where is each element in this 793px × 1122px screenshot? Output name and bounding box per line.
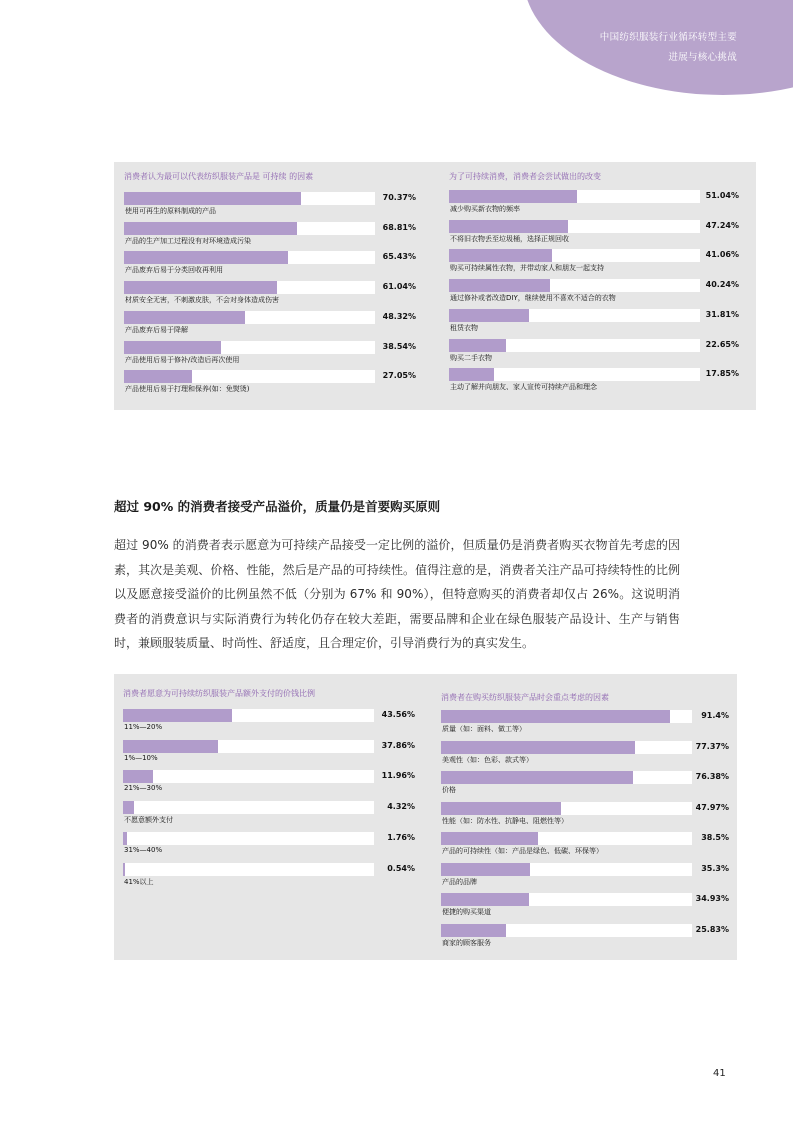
bar	[123, 832, 127, 845]
bar-row	[441, 710, 729, 734]
bar-value-label: 91.4%	[701, 711, 729, 720]
bar-category-label: 产品的生产加工过程没有对环境造成污染	[125, 236, 251, 245]
bar-value-label: 41.06%	[705, 250, 739, 260]
bar-category-label: 购买二手衣物	[450, 353, 492, 362]
bar-value-label: 40.24%	[705, 280, 739, 290]
bar-row	[441, 741, 729, 765]
bar-row	[449, 309, 739, 333]
bar-category-label: 产品的品牌	[442, 877, 477, 886]
bar-value-label: 25.83%	[695, 924, 729, 934]
bar-row	[441, 893, 729, 917]
bar-value-label: 48.32%	[382, 311, 416, 321]
bar-value-label: 38.5%	[701, 833, 729, 842]
bar-category-label: 产品废弃后易于降解	[125, 325, 188, 334]
chart-premium-willingness	[123, 688, 415, 898]
bar-row	[441, 771, 729, 795]
bar-category-label: 不将旧衣物丢至垃圾桶，选择正规回收	[450, 234, 569, 243]
chart-purchase-factors	[441, 692, 729, 952]
bar-row	[123, 740, 415, 764]
bar	[441, 893, 529, 906]
bar-row	[123, 863, 415, 887]
bar-row	[124, 192, 416, 216]
bar-row	[124, 222, 416, 246]
bar-category-label: 减少购买新衣物的频率	[450, 205, 520, 213]
bar	[123, 770, 153, 783]
bar-row	[449, 190, 739, 214]
bar-row	[124, 251, 416, 275]
bar-category-label: 租赁衣物	[450, 323, 478, 332]
bar	[124, 192, 301, 205]
bar-row	[123, 709, 415, 733]
bar-category-label: 商家的顾客服务	[442, 938, 491, 947]
bar-track	[123, 770, 374, 783]
bar-category-label: 产品使用后易于打理和保养(如：免熨烫)	[125, 385, 250, 394]
bar-row	[441, 924, 729, 948]
bar-category-label: 产品废弃后易于分类回收再利用	[125, 266, 223, 275]
bar-value-label: 47.97%	[695, 802, 729, 812]
bar-category-label: 产品使用后易于修补/改造后再次使用	[125, 355, 240, 364]
bar-row	[123, 770, 415, 794]
bar-category-label: 购买可持续属性衣物，并带动家人和朋友一起支持	[450, 264, 604, 273]
bar-value-label: 47.24%	[705, 220, 739, 230]
chart-title: 为了可持续消费，消费者会尝试做出的改变	[449, 172, 601, 181]
bar	[441, 832, 538, 845]
bar	[449, 279, 550, 292]
bar	[441, 802, 561, 815]
bar-row	[441, 802, 729, 826]
bar-row	[441, 863, 729, 887]
bar-category-label: 性能（如：防水性、抗静电、阻燃性等）	[442, 816, 568, 825]
bar-row	[449, 279, 739, 303]
chart-title: 消费者在购买纺织服装产品时会重点考虑的因素	[441, 693, 609, 702]
bar-row	[449, 249, 739, 273]
bar-category-label: 11%—20%	[124, 723, 163, 731]
bar	[449, 368, 494, 381]
bar-value-label: 17.85%	[705, 369, 739, 379]
bar	[441, 771, 633, 784]
bar	[449, 220, 568, 233]
bar	[449, 249, 552, 262]
bar-value-label: 76.38%	[695, 772, 729, 781]
bar-track	[123, 863, 374, 876]
bar-row	[124, 311, 416, 335]
section-paragraph: 超过 90% 的消费者表示愿意为可持续产品接受一定比例的溢价，但质量仍是消费者购买衣物首先考虑的因素，其次是美观、价格、性能，然后是产品的可持续性。值得注意的是，消费者关注产品可持续特性的比例以及愿意接受溢价的比例虽然不低（分别为 67% 和 90%），但特意购买的消费者却仅占 26%。这说明消费者的消费意识与实际消费行为转化仍存在较大差距，需要品牌和企业在绿色服装产品设计、生产与销售时，兼顾服装质量、时尚性、舒适度，且合理定价，引导消费行为的真实发生。	[114, 538, 680, 650]
bar-value-label: 38.54%	[382, 341, 416, 351]
bar-value-label: 22.65%	[705, 339, 739, 349]
section-heading: 超过 90% 的消费者接受产品溢价，质量仍是首要购买原则	[114, 499, 441, 514]
bar	[124, 341, 221, 354]
bar	[441, 710, 670, 723]
bar-value-label: 35.3%	[701, 863, 729, 873]
bar-value-label: 51.04%	[705, 191, 739, 200]
bar-category-label: 主动了解并向朋友、家人宣传可持续产品和理念	[450, 383, 597, 392]
bar-category-label: 产品的可持续性（如：产品是绿色、低碳、环保等）	[442, 847, 603, 855]
bar-category-label: 价格	[442, 786, 456, 794]
bar-value-label: 0.54%	[387, 863, 415, 873]
bar-value-label: 4.32%	[387, 802, 415, 812]
bar-row	[124, 281, 416, 305]
bar-value-label: 68.81%	[382, 222, 416, 232]
bar-value-label: 43.56%	[381, 710, 415, 719]
bar-row	[449, 339, 739, 363]
bar	[449, 339, 506, 352]
bar	[123, 740, 218, 753]
chart-title: 消费者认为最可以代表纺织服装产品是 可持续 的因素	[124, 172, 314, 181]
bar	[441, 741, 635, 754]
page-number: 41	[713, 1068, 726, 1079]
chart-consumer-changes	[449, 171, 739, 401]
chart-sustainable-factors	[124, 171, 416, 401]
bar-value-label: 27.05%	[382, 371, 416, 381]
bar-category-label: 材质安全无害，不刺激皮肤，不会对身体造成伤害	[125, 296, 279, 305]
bar-row	[449, 220, 739, 244]
bar-category-label: 质量（如：面料、做工等）	[442, 725, 526, 733]
bar-category-label: 便捷的购买渠道	[442, 908, 491, 916]
bar-category-label: 不愿意额外支付	[124, 816, 173, 825]
bar-row	[123, 832, 415, 856]
bar	[123, 863, 125, 876]
bar-row	[124, 341, 416, 365]
bar	[123, 709, 232, 722]
bar	[441, 863, 530, 876]
bar-value-label: 65.43%	[382, 252, 416, 262]
bar-category-label: 21%—30%	[124, 784, 163, 793]
bar-value-label: 11.96%	[381, 771, 415, 781]
bar-category-label: 1%—10%	[124, 753, 158, 762]
bar-category-label: 41%以上	[124, 877, 154, 886]
running-header-line1: 中国纺织服装行业循环转型主要	[599, 32, 737, 43]
running-header	[600, 28, 737, 68]
bar	[124, 370, 192, 383]
bar-row	[441, 832, 729, 856]
bar-category-label: 使用可再生的原料制成的产品	[125, 207, 216, 215]
bar	[124, 222, 297, 235]
bar-value-label: 1.76%	[387, 832, 415, 842]
bar-row	[124, 370, 416, 394]
bar-value-label: 61.04%	[382, 282, 416, 292]
bar	[449, 190, 577, 203]
bar	[449, 309, 529, 322]
bar-value-label: 34.93%	[695, 894, 729, 903]
bar	[123, 801, 134, 814]
bar-value-label: 37.86%	[381, 740, 415, 750]
bar-value-label: 77.37%	[695, 741, 729, 751]
bar	[124, 281, 277, 294]
bar	[441, 924, 506, 937]
bar-category-label: 美观性（如：色彩、款式等）	[442, 755, 533, 764]
bar-value-label: 70.37%	[382, 193, 416, 202]
chart-title: 消费者愿意为可持续纺织服装产品额外支付的价钱比例	[123, 689, 315, 698]
bar-category-label: 31%—40%	[124, 845, 163, 854]
bar-category-label: 通过修补或者改造DIY，继续使用不喜欢不适合的衣物	[450, 294, 616, 303]
running-header-line2: 进展与核心挑战	[668, 52, 737, 63]
bar	[124, 251, 288, 264]
bar-row	[123, 801, 415, 825]
bar-track	[123, 801, 374, 814]
bar-value-label: 31.81%	[705, 309, 739, 319]
bar	[124, 311, 245, 324]
bar-track	[123, 832, 374, 845]
bar-row	[449, 368, 739, 392]
